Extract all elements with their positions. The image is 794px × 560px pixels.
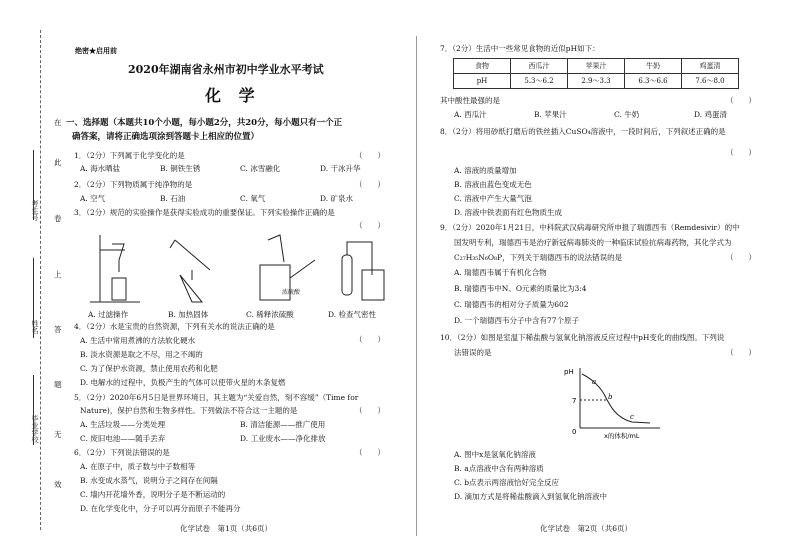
lab-apparatus-figure — [80, 230, 390, 310]
table-row — [454, 74, 739, 89]
answer-blank: （ ） — [355, 406, 385, 415]
table-cell: pH — [454, 74, 511, 89]
table-cell: 7.6～8.0 — [682, 74, 739, 89]
answer-blank: （ ） — [726, 253, 756, 262]
option: A. 图中x是氢氧化钠溶液 — [454, 450, 536, 459]
option: A. 生活垃圾——分类处理 — [80, 420, 166, 429]
point-b: b — [608, 393, 613, 401]
conc-acid-label: 浓硫酸 — [282, 289, 301, 296]
side-line-1 — [33, 150, 34, 220]
answer-blank: （ ） — [726, 348, 756, 357]
option: A. 空气 — [80, 194, 106, 203]
ph-curve-graph — [560, 362, 670, 442]
option: D. 矿泉水 — [320, 194, 354, 203]
option: B. 清洁能源——推广使用 — [240, 420, 326, 429]
side-char: 题 — [54, 380, 62, 389]
option: D. 干冰升华 — [320, 164, 361, 173]
option: A. 西瓜汁 — [454, 110, 487, 119]
option: A. 生活中常用煮沸的方法软化硬水 — [80, 336, 196, 345]
question-7-cont: 其中酸性最强的是 — [440, 96, 500, 105]
binding-line — [40, 30, 41, 530]
option: C. 氧气 — [240, 194, 266, 203]
side-char: 效 — [54, 480, 62, 489]
option: B. 石油 — [160, 194, 186, 203]
question-9-cont: 国发明专利，瑞德西韦是治疗新冠病毒肺炎的一种临床试验抗病毒药物，其化学式为 — [454, 238, 732, 247]
question-7: 7．（2分）生活中一些常见食物的近似pH如下： — [440, 44, 600, 53]
question-4: 4．（2分）水是宝贵的自然资源，下列有关水的说法正确的是 — [74, 322, 275, 331]
option: C. 稀释浓硫酸 — [246, 310, 294, 319]
table-cell: 牛奶 — [625, 59, 682, 74]
answer-blank: （ ） — [355, 448, 385, 457]
question-1: 1．（2分）下列属于化学变化的是 — [74, 151, 185, 160]
option: C. b点表示两溶液恰好完全反应 — [454, 478, 560, 487]
question-2: 2．（2分）下列物质属于纯净物的是 — [74, 180, 193, 189]
option: C. 墙内开花墙外香，说明分子是不断运动的 — [80, 490, 226, 499]
point-a: a — [592, 378, 597, 386]
side-char: 答 — [54, 325, 62, 334]
question-5: 5．（2分）2020年6月5日是世界环境日，其主题为“关爱自然，刻不容缓”（Time for — [74, 393, 359, 402]
point-c: c — [630, 413, 634, 421]
question-10: 10．（2分）如图是室温下稀盐酸与氢氧化钠溶液反应过程中pH变化的曲线图。下列说 — [440, 333, 725, 342]
question-9: 9．（2分）2020年1月21日，中科院武汉病毒研究所申报了瑞德西韦（Remdesivir）的中 — [440, 223, 740, 232]
answer-blank: （ ） — [355, 335, 385, 344]
question-9-cont2: C₂₇H₃₅N₆O₈P，下列关于瑞德西韦的说法错误的是 — [454, 253, 623, 262]
page-footer-right: 化学试卷 第2页（共6页） — [540, 524, 633, 533]
option: D. 一个瑞德西韦分子中含有77个原子 — [454, 316, 580, 325]
side-line-2 — [33, 258, 34, 338]
table-cell: 6.3～6.6 — [625, 74, 682, 89]
table-cell: 苹果汁 — [568, 59, 625, 74]
ph7-label: 7 — [572, 397, 577, 405]
section-heading: 一、选择题（本题共10个小题，每小题2分，共20分，每小题只有一个正 — [66, 118, 343, 128]
axis-y-label: pH — [564, 368, 574, 376]
answer-blank: （ ） — [355, 221, 385, 230]
side-char: 卷 — [54, 214, 62, 223]
side-char: 无 — [54, 430, 62, 439]
question-10-cont: 法错误的是 — [454, 348, 492, 357]
answer-blank: （ ） — [355, 151, 385, 160]
option: D. 工业废水——净化排放 — [240, 434, 326, 443]
option: B. 铜铁生锈 — [160, 164, 201, 173]
side-char: 上 — [54, 270, 62, 279]
side-label-school: 毕业学校 — [31, 415, 39, 443]
option: A. 在原子中，质子数与中子数相等 — [80, 462, 196, 471]
side-char: 在 — [54, 118, 62, 127]
origin-label: 0 — [572, 428, 577, 436]
option: D. 鸡蛋清 — [694, 110, 728, 119]
answer-blank: （ ） — [726, 96, 756, 105]
question-6: 6．（2分）下列说法错误的是 — [74, 448, 170, 457]
subject-title: 化 学 — [205, 86, 261, 105]
question-8: 8．（2分）将用砂纸打磨后的铁丝插入CuSO₄溶液中，一段时间后，下列叙述正确的是 — [440, 127, 726, 136]
option: B. 加热固体 — [168, 310, 209, 319]
table-cell: 食物 — [454, 59, 511, 74]
option: A. 海水晒盐 — [80, 164, 121, 173]
table-row — [454, 59, 739, 74]
page-footer-left: 化学试卷 第1页（共6页） — [180, 524, 273, 533]
option: B. a点溶液中含有两种溶质 — [454, 464, 544, 473]
exam-title: 2020年湖南省永州市初中学业水平考试 — [128, 63, 324, 76]
page-divider — [416, 36, 417, 536]
option: B. 瑞德西韦中N、O元素的质量比为3:4 — [454, 284, 587, 293]
table-cell: 5.3～6.2 — [511, 74, 568, 89]
side-label-exam-id: 考生号 — [31, 200, 39, 221]
side-char: 此 — [54, 158, 62, 167]
option: C. 溶液中产生大量气泡 — [454, 194, 532, 203]
answer-blank: （ ） — [726, 148, 756, 157]
side-line-3 — [33, 375, 34, 445]
option: C. 废旧电池——随手丢弃 — [80, 434, 166, 443]
option: A. 溶液的质量增加 — [454, 166, 517, 175]
option: D. 在化学变化中，分子可以再分而原子不能再分 — [80, 504, 241, 513]
option: D. 检查气密性 — [328, 310, 377, 319]
option: D. 溶液中铁表面有红色物质生成 — [454, 208, 563, 217]
axis-x-label: x的体积/mL — [604, 432, 640, 440]
option: B. 苹果汁 — [534, 110, 567, 119]
option: B. 水变成水蒸气，说明分子之间存在间隔 — [80, 476, 218, 485]
option: D. 滴加方式是将稀盐酸滴入到氢氧化钠溶液中 — [454, 492, 608, 501]
side-label-name: 姓名 — [31, 320, 39, 334]
option: D. 电解水的过程中，负极产生的气体可以使带火星的木条复燃 — [80, 378, 286, 387]
question-5-cont: Nature)，保护自然和生物多样性。下列做法不符合这一主题的是 — [80, 406, 298, 415]
question-3: 3．（2分）规范的实验操作是获得实验成功的重要保证。下列实验操作正确的是 — [74, 208, 335, 217]
section-heading-cont: 确答案，请将正确选项涂到答题卡上相应的位置） — [72, 132, 260, 142]
answer-blank: （ ） — [355, 180, 385, 189]
ph-table — [453, 58, 739, 89]
option: B. 淡水资源是取之不尽，用之不竭的 — [80, 350, 203, 359]
option: A. 过滤操作 — [88, 310, 129, 319]
option: C. 冰雪融化 — [240, 164, 281, 173]
option: C. 瑞德西韦的相对分子质量为602 — [454, 300, 569, 309]
table-cell: 鸡蛋清 — [682, 59, 739, 74]
option: A. 瑞德西韦属于有机化合物 — [454, 268, 547, 277]
option: C. 牛奶 — [614, 110, 640, 119]
option: B. 溶液由蓝色变成无色 — [454, 180, 532, 189]
secret-mark: 绝密★启用前 — [75, 46, 117, 55]
option: C. 为了保护水资源，禁止使用农药和化肥 — [80, 364, 218, 373]
table-cell: 西瓜汁 — [511, 59, 568, 74]
table-cell: 2.9～3.3 — [568, 74, 625, 89]
